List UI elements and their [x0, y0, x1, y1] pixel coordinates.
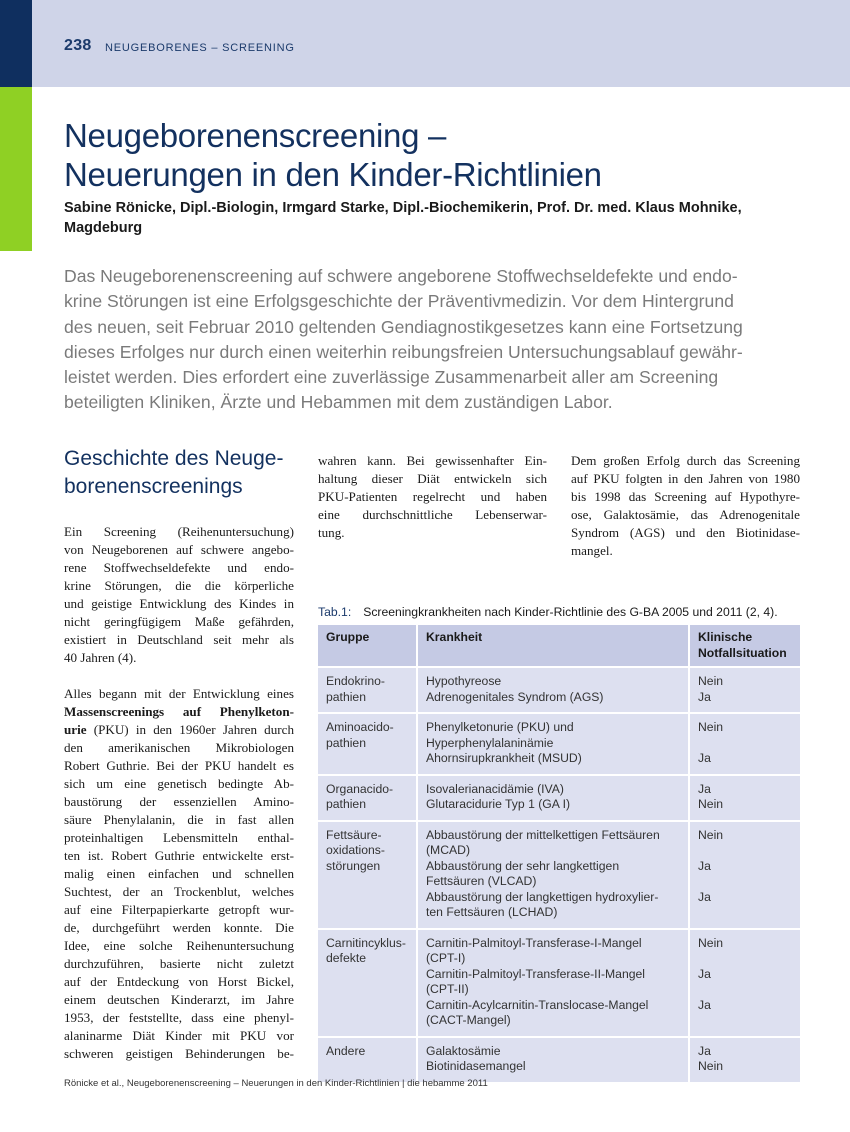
cell-emergency — [689, 713, 800, 775]
cell-line: Abbaustörung der sehr langkettigen — [426, 858, 620, 873]
bold-term: urie — [64, 722, 87, 737]
text-line: durchzuführen, basierte nicht zuletzt — [64, 956, 294, 971]
table-row — [318, 929, 800, 1037]
cell-line: oxidations- — [326, 843, 385, 857]
section-heading — [64, 445, 304, 501]
cell-line: Andere — [326, 1043, 366, 1058]
lead-paragraph — [64, 264, 794, 416]
cell-line: Phenylketonurie (PKU) und — [426, 720, 574, 734]
text-line: 1953, der feststellte, dass eine phenyl- — [64, 1010, 294, 1025]
cell-line: pathien — [326, 735, 366, 750]
cell-group — [318, 775, 417, 821]
table-header-row — [318, 625, 800, 667]
table-row — [318, 1037, 800, 1082]
cell-line: Fettsäure- — [326, 827, 382, 842]
section-heading-line: borenenscreenings — [64, 475, 243, 498]
cell-line: Adrenogenitales Syndrom (AGS) — [426, 689, 604, 704]
text-line — [64, 721, 294, 739]
cell-line: Nein — [698, 720, 724, 734]
running-section-title: NEUGEBORENES – SCREENING — [105, 42, 295, 54]
cell-line: Nein — [698, 935, 724, 950]
text-line: de, durchgeführt werden konnte. Die — [64, 920, 294, 935]
text-line: baustörung der essenziellen Amino- — [64, 794, 294, 809]
cell-line: Nein — [698, 1059, 724, 1073]
text-line: eine durchschnittliche Lebenserwar- — [318, 507, 547, 522]
cell-disease — [417, 1037, 689, 1082]
text-line: sich um eine genetisch bedingte Ab- — [64, 776, 294, 791]
text-line: PKU-Patienten regelrecht und haben — [318, 489, 547, 504]
screening-table — [318, 625, 800, 1082]
text-line: bis 1998 das Screening auf Hypothyre- — [571, 489, 800, 504]
column-header-disease: Krankheit — [417, 625, 689, 667]
text-line — [64, 703, 294, 721]
cell-disease — [417, 775, 689, 821]
cell-group — [318, 713, 417, 775]
cell-emergency — [689, 775, 800, 821]
text-line: malig einen einfachen und schnellen — [64, 866, 294, 881]
cell-disease — [417, 821, 689, 929]
text-line: Syndrom (AGS) und den Biotinidase- — [571, 525, 800, 540]
text-line: Dem großen Erfolg durch das Screening — [571, 453, 800, 468]
cell-line — [698, 982, 792, 998]
cell-group — [318, 667, 417, 713]
text-line: alaninarme Diät Kinder mit PKU vor — [64, 1028, 294, 1043]
accent-color-block — [0, 87, 32, 251]
cell-line: Ja — [698, 858, 711, 873]
cell-line: Ja — [698, 966, 711, 981]
text-line: existiert in Deutschland seit mehr als — [64, 632, 294, 647]
page-footer: Rönicke et al., Neugeborenenscreening – Neuerungen in den Kinder-Richtlinien | die hebamme 2011 — [64, 1078, 488, 1089]
text-line: von Neugeborenen auf schwere angebo- — [64, 542, 294, 557]
text-line: Ein Screening (Reihenuntersuchung) — [64, 524, 294, 539]
cell-group — [318, 821, 417, 929]
body-column-2 — [318, 452, 547, 542]
text-line: Idee, eine solche Reihenuntersuchung — [64, 938, 294, 953]
paragraph — [64, 685, 294, 1063]
cell-disease — [417, 667, 689, 713]
cell-line: Hypothyreose — [426, 674, 502, 688]
cell-emergency — [689, 929, 800, 1037]
cell-line: Carnitin-Acylcarnitin-Translocase-Mangel — [426, 997, 649, 1012]
cell-disease — [417, 713, 689, 775]
text-line: haltung dieser Diät entwickeln sich — [318, 471, 547, 486]
cell-line: Organacido- — [326, 781, 394, 796]
article-title-line: Neuerungen in den Kinder-Richtlinien — [64, 156, 602, 193]
cell-line: störungen — [326, 858, 381, 873]
cell-line: (CPT-II) — [426, 982, 469, 996]
header-color-block — [0, 0, 32, 87]
cell-line: Carnitin-Palmitoyl-Transferase-II-Mangel — [426, 966, 645, 981]
cell-line: Galaktosämie — [426, 1043, 501, 1058]
lead-line: beteiligten Kliniken, Ärzte und Hebammen mit dem zuständigen Labor. — [64, 392, 613, 413]
cell-line: Ja — [698, 1043, 711, 1058]
cell-line: defekte — [326, 951, 366, 965]
text-line: ose, Galaktosämie, das Adrenogenitale — [571, 507, 800, 522]
cell-line — [698, 951, 792, 967]
cell-line: Fettsäuren (VLCAD) — [426, 874, 537, 888]
text-line: einem deutschen Kinderarzt, im Jahre — [64, 992, 294, 1007]
text-line: 40 Jahren (4). — [64, 650, 137, 665]
table-caption-text: Screeningkrankheiten nach Kinder-Richtlinie des G-BA 2005 und 2011 (2, 4). — [363, 605, 778, 619]
lead-line: krine Störungen ist eine Erfolgsgeschichte der Präventivmedizin. Vor dem Hintergrund — [64, 291, 734, 312]
cell-emergency — [689, 667, 800, 713]
cell-line: Biotinidasemangel — [426, 1059, 526, 1073]
text-line: und geistige Entwicklung des Kindes in — [64, 596, 294, 611]
cell-line: Isovalerianacidämie (IVA) — [426, 781, 564, 796]
cell-line: ten Fettsäuren (LCHAD) — [426, 905, 558, 919]
table-caption — [318, 605, 800, 619]
text-line: säure Phenylalanin, die in fast allen — [64, 812, 294, 827]
cell-line: Hyperphenylalaninämie — [426, 735, 554, 750]
cell-line: Ja — [698, 997, 711, 1012]
text-line: Alles begann mit der Entwicklung eines — [64, 686, 294, 701]
text-line: auf PKU folgten in den Jahren von 1980 — [571, 471, 800, 486]
table-row — [318, 775, 800, 821]
cell-disease — [417, 929, 689, 1037]
cell-line — [698, 874, 792, 890]
cell-line — [698, 905, 792, 921]
cell-line — [698, 736, 792, 752]
cell-line: Abbaustörung der langkettigen hydroxylier- — [426, 889, 659, 904]
cell-group — [318, 929, 417, 1037]
cell-line: (MCAD) — [426, 843, 471, 857]
cell-line: pathien — [326, 689, 366, 704]
text-fragment: (PKU) in den 1960er Jahren durch — [86, 722, 294, 737]
cell-line: (CACT-Mangel) — [426, 1013, 511, 1027]
cell-emergency — [689, 1037, 800, 1082]
text-line: mangel. — [571, 543, 613, 558]
cell-line: Ja — [698, 689, 711, 704]
text-line: den amerikanischen Mikrobiologen — [64, 740, 294, 755]
cell-line: Abbaustörung der mittelkettigen Fettsäuren — [426, 827, 660, 842]
text-line: schweren geistigen Behinderungen be- — [64, 1046, 294, 1061]
cell-line: Glutaracidurie Typ 1 (GA I) — [426, 797, 571, 811]
text-line: rene Stoffwechseldefekte und endo- — [64, 560, 294, 575]
lead-line: Das Neugeborenenscreening auf schwere angeborene Stoffwechseldefekte und endo- — [64, 266, 738, 286]
text-line: wahren kann. Bei gewissenhafter Ein- — [318, 453, 547, 468]
cell-emergency — [689, 821, 800, 929]
cell-line: Ja — [698, 889, 711, 904]
article-authors: Sabine Rönicke, Dipl.-Biologin, Irmgard Starke, Dipl.-Biochemikerin, Prof. Dr. med. Klaus Mohnike, Magdeburg — [64, 200, 742, 236]
cell-line: Endokrino- — [326, 674, 385, 688]
article-title-line: Neugeborenenscreening – — [64, 117, 447, 154]
text-line: krine Störungen, die die körperliche — [64, 578, 294, 593]
cell-line: Nein — [698, 674, 724, 688]
paragraph — [64, 523, 294, 667]
table-row — [318, 713, 800, 775]
cell-line: Ja — [698, 781, 711, 796]
column-header-group: Gruppe — [318, 625, 417, 667]
lead-line: des neuen, seit Februar 2010 geltenden Gendiagnostikgesetzes kann eine Fortsetzung — [64, 316, 743, 337]
text-line: tung. — [318, 525, 345, 540]
cell-line: (CPT-I) — [426, 951, 466, 965]
table-row — [318, 821, 800, 929]
cell-line: Ja — [698, 751, 711, 765]
text-line: proteinhaltigen Lebensmitteln enthal- — [64, 830, 294, 845]
table-row — [318, 667, 800, 713]
cell-line: Nein — [698, 797, 724, 811]
bold-term: Massenscreenings auf Phenylketon- — [64, 704, 294, 719]
body-column-3 — [571, 452, 800, 560]
lead-line: dieses Erfolges nur durch einen weiterhin reibungsfreien Untersuchungsablauf gewähr- — [64, 341, 743, 362]
cell-line: Ahornsirupkrankheit (MSUD) — [426, 751, 582, 765]
cell-line: Carnitin-Palmitoyl-Transferase-I-Mangel — [426, 935, 642, 950]
cell-line — [698, 1013, 792, 1029]
page-number: 238 — [64, 37, 92, 54]
article-title — [64, 116, 804, 194]
text-line: auf der Entdeckung von Horst Bickel, — [64, 974, 294, 989]
cell-line: Carnitincyklus- — [326, 935, 406, 950]
text-line: auf eine Filterpapierkarte getropft wur- — [64, 902, 294, 917]
section-heading-line: Geschichte des Neuge- — [64, 447, 284, 470]
text-line: ten ist. Robert Guthrie entwickelte erst- — [64, 848, 294, 863]
text-line: Robert Guthrie. Bei der PKU handelt es — [64, 758, 294, 773]
text-line: nicht geringfügigem Maße gefährden, — [64, 614, 294, 629]
body-column-1 — [64, 523, 294, 1063]
column-header-emergency: Klinische Notfallsituation — [689, 625, 800, 667]
table-label: Tab.1: — [318, 605, 352, 619]
cell-line: pathien — [326, 797, 366, 811]
cell-line: Aminoacido- — [326, 720, 394, 734]
lead-line: leistet werden. Dies erfordert eine zuverlässige Zusammenarbeit aller am Screening — [64, 367, 719, 388]
text-line: Suchtest, der an Trockenblut, welches — [64, 884, 294, 899]
cell-line: Nein — [698, 827, 724, 842]
cell-group — [318, 1037, 417, 1082]
cell-line — [698, 843, 792, 859]
